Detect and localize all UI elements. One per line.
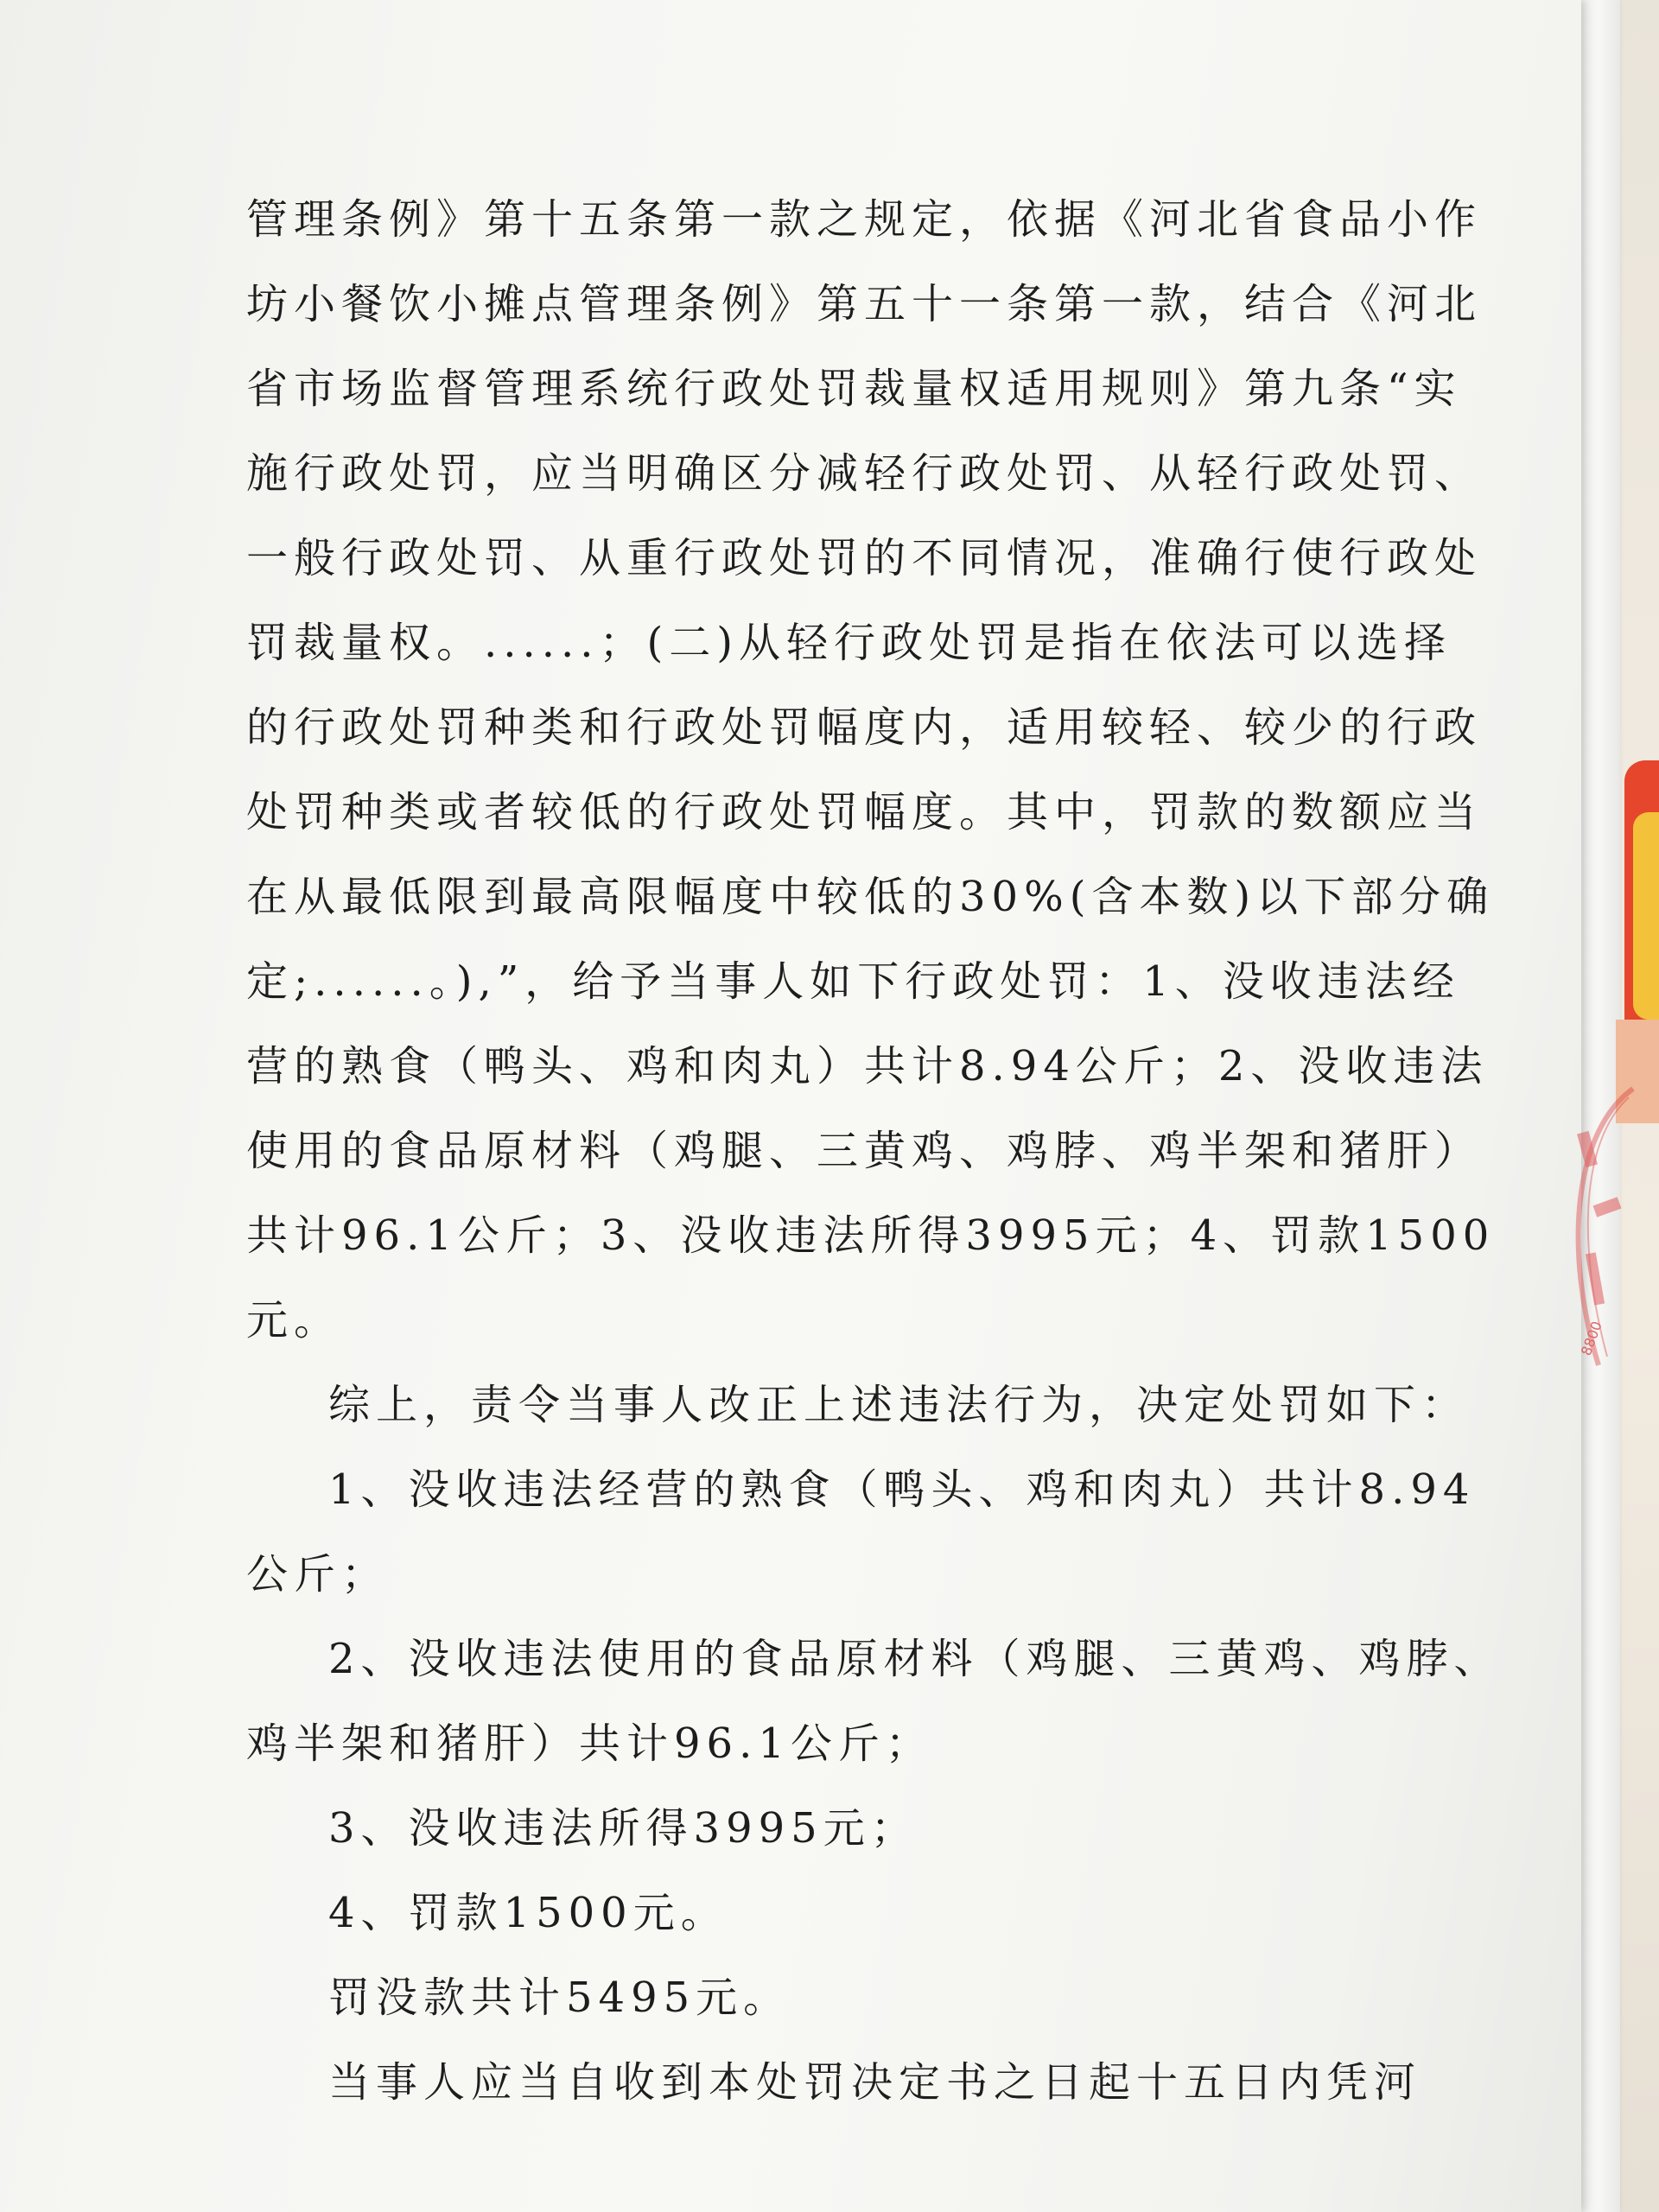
text-line: 一般行政处罚、从重行政处罚的不同情况，准确行使行政处 bbox=[246, 534, 1483, 582]
text-line: 省市场监督管理系统行政处罚裁量权适用规则》第九条“实 bbox=[246, 365, 1462, 413]
summary-line: 综上，责令当事人改正上述违法行为，决定处罚如下： bbox=[328, 1381, 1470, 1429]
text-line: 坊小餐饮小摊点管理条例》第五十一条第一款，结合《河北 bbox=[246, 280, 1483, 328]
penalty-item-1-cont: 公斤； bbox=[246, 1550, 390, 1599]
penalty-item-3: 3、没收违法所得3995元； bbox=[328, 1804, 918, 1853]
text-line: 使用的食品原材料（鸡腿、三黄鸡、鸡脖、鸡半架和猪肝） bbox=[246, 1127, 1483, 1175]
text-line: 营的熟食（鸭头、鸡和肉丸）共计8.94公斤；2、没收违法 bbox=[246, 1042, 1489, 1090]
closing-line: 当事人应当自收到本处罚决定书之日起十五日内凭河 bbox=[328, 2058, 1422, 2107]
stamp-number: 8800 bbox=[1577, 1319, 1605, 1358]
text-line: 定;......。),”，给予当事人如下行政处罚：1、没收违法经 bbox=[246, 957, 1460, 1006]
document-body bbox=[246, 177, 1502, 2125]
penalty-item-2-cont: 鸡半架和猪肝）共计96.1公斤； bbox=[246, 1719, 933, 1768]
text-line: 处罚种类或者较低的行政处罚幅度。其中，罚款的数额应当 bbox=[246, 788, 1483, 836]
text-line: 管理条例》第十五条第一款之规定，依据《河北省食品小作 bbox=[246, 195, 1483, 244]
text-line: 在从最低限到最高限幅度中较低的30%(含本数)以下部分确 bbox=[246, 873, 1495, 921]
background-yellow-object bbox=[1633, 812, 1659, 1020]
official-seal-stamp bbox=[1547, 1080, 1642, 1382]
text-line: 罚裁量权。......；(二)从轻行政处罚是指在依法可以选择 bbox=[246, 619, 1452, 667]
penalty-item-4: 4、罚款1500元。 bbox=[328, 1889, 728, 1937]
text-line: 元。 bbox=[246, 1296, 342, 1344]
penalty-item-1: 1、没收违法经营的熟食（鸭头、鸡和肉丸）共计8.94 bbox=[328, 1465, 1476, 1514]
text-line: 的行政处罚种类和行政处罚幅度内，适用较轻、较少的行政 bbox=[246, 703, 1483, 752]
penalty-total: 罚没款共计5495元。 bbox=[328, 1974, 791, 2022]
text-line: 共计96.1公斤；3、没收违法所得3995元；4、罚款1500 bbox=[246, 1211, 1496, 1260]
text-line: 施行政处罚，应当明确区分减轻行政处罚、从轻行政处罚、 bbox=[246, 449, 1483, 498]
penalty-item-2: 2、没收违法使用的食品原材料（鸡腿、三黄鸡、鸡脖、 bbox=[328, 1635, 1502, 1683]
